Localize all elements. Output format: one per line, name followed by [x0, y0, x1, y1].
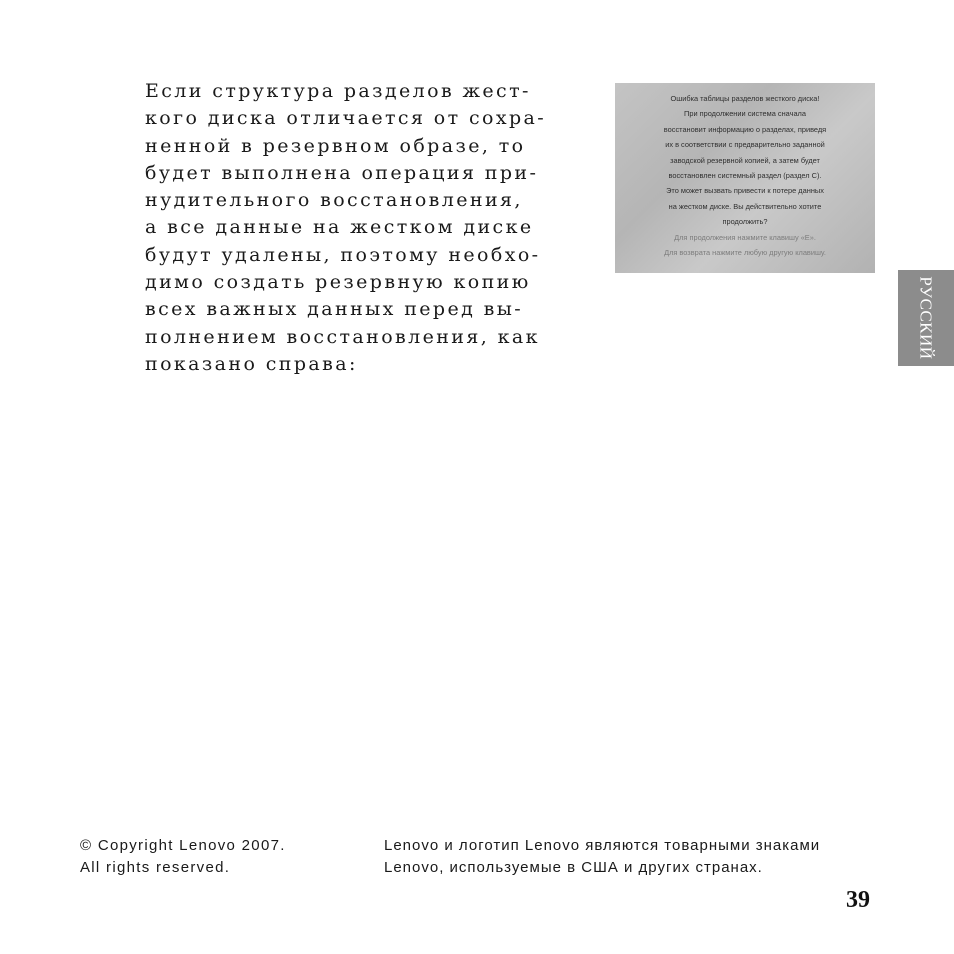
trademark-line: Lenovo, используемые в США и других странах. — [384, 859, 763, 876]
body-line: всех важных данных перед вы- — [145, 298, 524, 321]
warning-line: восстановит информацию о разделах, приведя — [663, 124, 827, 134]
body-line: ненной в резервном образе, то — [145, 134, 526, 157]
copyright-notice — [80, 835, 286, 879]
warning-line: заводской резервной копией, а затем будет — [670, 155, 820, 165]
body-line: показано справа: — [145, 352, 358, 375]
copyright-line: All rights reserved. — [80, 859, 231, 876]
warning-line: восстановлен системный раздел (раздел C). — [668, 171, 822, 181]
warning-line: Ошибка таблицы разделов жесткого диска! — [670, 94, 820, 103]
body-line: Если структура разделов жест- — [145, 80, 531, 102]
warning-line: их в соответствии с предварительно заданной — [665, 140, 825, 150]
page-number: 39 — [846, 887, 870, 913]
body-line: димо создать резервную копию — [145, 271, 531, 294]
trademark-notice — [384, 835, 820, 879]
body-line: а все данные на жестком диске — [145, 216, 534, 239]
body-paragraph — [145, 78, 565, 378]
body-line: нудительного восстановления, — [145, 189, 523, 212]
warning-line: Это может вызвать привести к потере данных — [666, 186, 824, 196]
warning-line: на жестком диске. Вы действительно хотите — [668, 201, 822, 211]
language-tab — [898, 270, 954, 366]
copyright-line: © Copyright Lenovo 2007. — [80, 837, 286, 854]
warning-line: продолжить? — [722, 217, 768, 227]
continue-hint: Для продолжения нажмите клавишу «E». — [674, 232, 816, 242]
body-line: кого диска отличается от сохра- — [145, 107, 547, 130]
trademark-line: Lenovo и логотип Lenovo являются товарными знаками — [384, 837, 821, 854]
body-line: будут удалены, поэтому необхо- — [145, 243, 541, 266]
recovery-warning-screenshot — [615, 83, 875, 273]
warning-line: При продолжении система сначала — [684, 109, 806, 119]
language-tab-label: РУССКИЙ — [917, 276, 937, 360]
return-hint: Для возврата нажмите любую другую клавишу. — [664, 248, 826, 258]
body-line: будет выполнена операция при- — [145, 161, 539, 184]
body-line: полнением восстановления, как — [145, 325, 540, 348]
